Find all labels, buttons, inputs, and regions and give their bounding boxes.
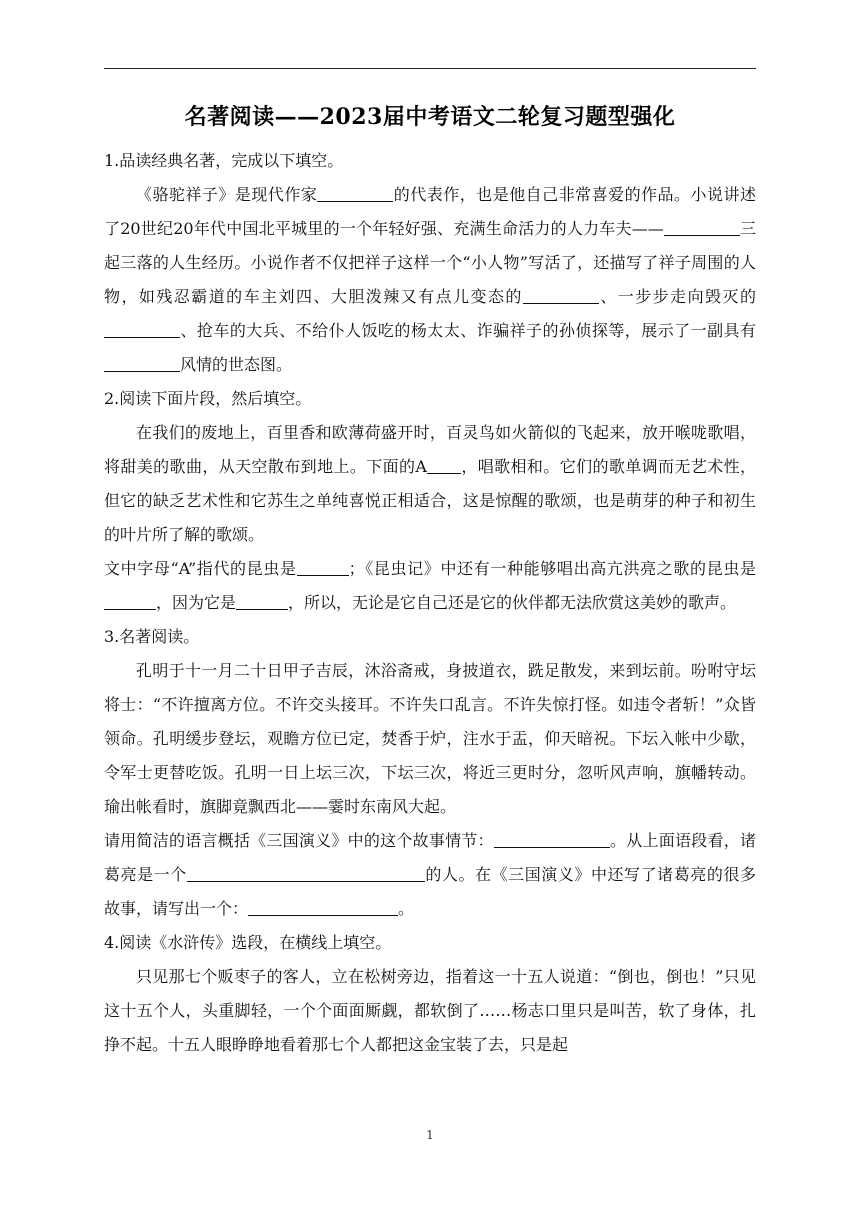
question-2-prompt [104, 552, 756, 620]
q2-prompt-part: ；《昆虫记》中还有一种能够唱出高亢洪亮之歌的昆虫是 [348, 559, 756, 578]
answer-blank[interactable] [104, 321, 180, 338]
answer-blank[interactable] [664, 219, 740, 236]
q3-prompt-part: 。 [398, 899, 415, 918]
q1-text-part: 、抢车的大兵、不给仆人饭吃的杨太太、诈骗祥子的孙侦探等，展示了一副具有 [180, 321, 756, 340]
q3-prompt-part: 的人。在《三国演义》中还写了诸葛亮的很多故事，请写出一个： [104, 865, 756, 918]
answer-blank[interactable] [297, 559, 349, 576]
q2-prompt-part: 文中字母“A”指代的昆虫是 [104, 559, 297, 578]
q1-text-part: 的代表作，也是他自己非常喜爱的作品。小说讲述了20世纪20年代中国北平城里的一个年轻好强、充满生命活力的人力车夫—— [104, 185, 756, 238]
q2-passage-part: 在我们的废地上，百里香和欧薄荷盛开时，百灵鸟如火箭似的飞起来，放开喉咙歌唱，将甜美的歌曲，从天空散布到地上。下面的A [104, 423, 756, 476]
question-3-passage: 孔明于十一月二十日甲子吉辰，沐浴斋戒，身披道衣，跣足散发，来到坛前。吩咐守坛将士：“不许擅离方位。不许交头接耳。不许失口乱言。不许失惊打怪。如违令者斩！”众皆领命。孔明缓步登坛，观瞻方位已定，焚香于炉，注水于盂，仰天暗祝。下坛入帐中少歇，令军士更替吃饭。孔明一日上坛三次，下坛三次，将近三更时分，忽听风声响，旗幡转动。瑜出帐看时，旗脚竟飘西北——霎时东南风大起。 [104, 661, 756, 816]
question-4-heading: 4.阅读《水浒传》选段，在横线上填空。 [104, 933, 392, 952]
answer-blank[interactable] [427, 457, 461, 474]
q2-prompt-part: ，因为它是 [156, 593, 237, 612]
question-3-prompt [104, 824, 756, 926]
question-3-heading: 3.名著阅读。 [104, 627, 200, 646]
question-1-heading: 1.品读经典名著，完成以下填空。 [104, 151, 344, 170]
q1-text-part: 风情的世态图。 [180, 355, 293, 374]
answer-blank[interactable] [523, 287, 599, 304]
page-number: 1 [426, 1128, 434, 1142]
document-body [104, 144, 756, 1062]
answer-blank[interactable] [494, 831, 610, 848]
question-4-passage: 只见那七个贩枣子的客人，立在松树旁边，指着这一十五人说道：“倒也，倒也！”只见这十五个人，头重脚轻，一个个面面厮觑，都软倒了……杨志口里只是叫苦，软了身体，扎挣不起。十五人眼睁睁地看着那七个人都把这金宝装了去，只是起 [104, 967, 756, 1054]
page-title: 名著阅读——2023届中考语文二轮复习题型强化 [184, 104, 676, 130]
answer-blank[interactable] [248, 899, 398, 916]
q3-prompt-part: 。从上面语段看，诸葛亮是一个 [104, 831, 756, 884]
question-2-passage [104, 416, 756, 552]
answer-blank[interactable] [236, 593, 288, 610]
question-2-heading: 2.阅读下面片段，然后填空。 [104, 389, 312, 408]
q1-text-part: 三起三落的人生经历。小说作者不仅把祥子这样一个“小人物”写活了，还描写了祥子周围的人物，如残忍霸道的车主刘四、大胆泼辣又有点儿变态的 [104, 219, 756, 306]
q1-text-part: 《骆驼祥子》是现代作家 [136, 185, 318, 204]
q2-prompt-part: ，所以，无论是它自己还是它的伙伴都无法欣赏这美妙的歌声。 [288, 593, 737, 612]
header-rule [104, 68, 756, 69]
q1-text-part: 、一步步走向毁灭的 [598, 287, 756, 306]
answer-blank[interactable] [187, 865, 425, 882]
q3-prompt-part: 请用简洁的语言概括《三国演义》中的这个故事情节： [104, 831, 494, 850]
question-1-text [104, 178, 756, 382]
answer-blank[interactable] [104, 593, 156, 610]
answer-blank[interactable] [317, 185, 393, 202]
answer-blank[interactable] [104, 355, 180, 372]
q2-passage-part: ，唱歌相和。它们的歌单调而无艺术性，但它的缺乏艺术性和它苏生之单纯喜悦正相适合，这是惊醒的歌颂，也是萌芽的种子和初生的叶片所了解的歌颂。 [104, 457, 756, 544]
